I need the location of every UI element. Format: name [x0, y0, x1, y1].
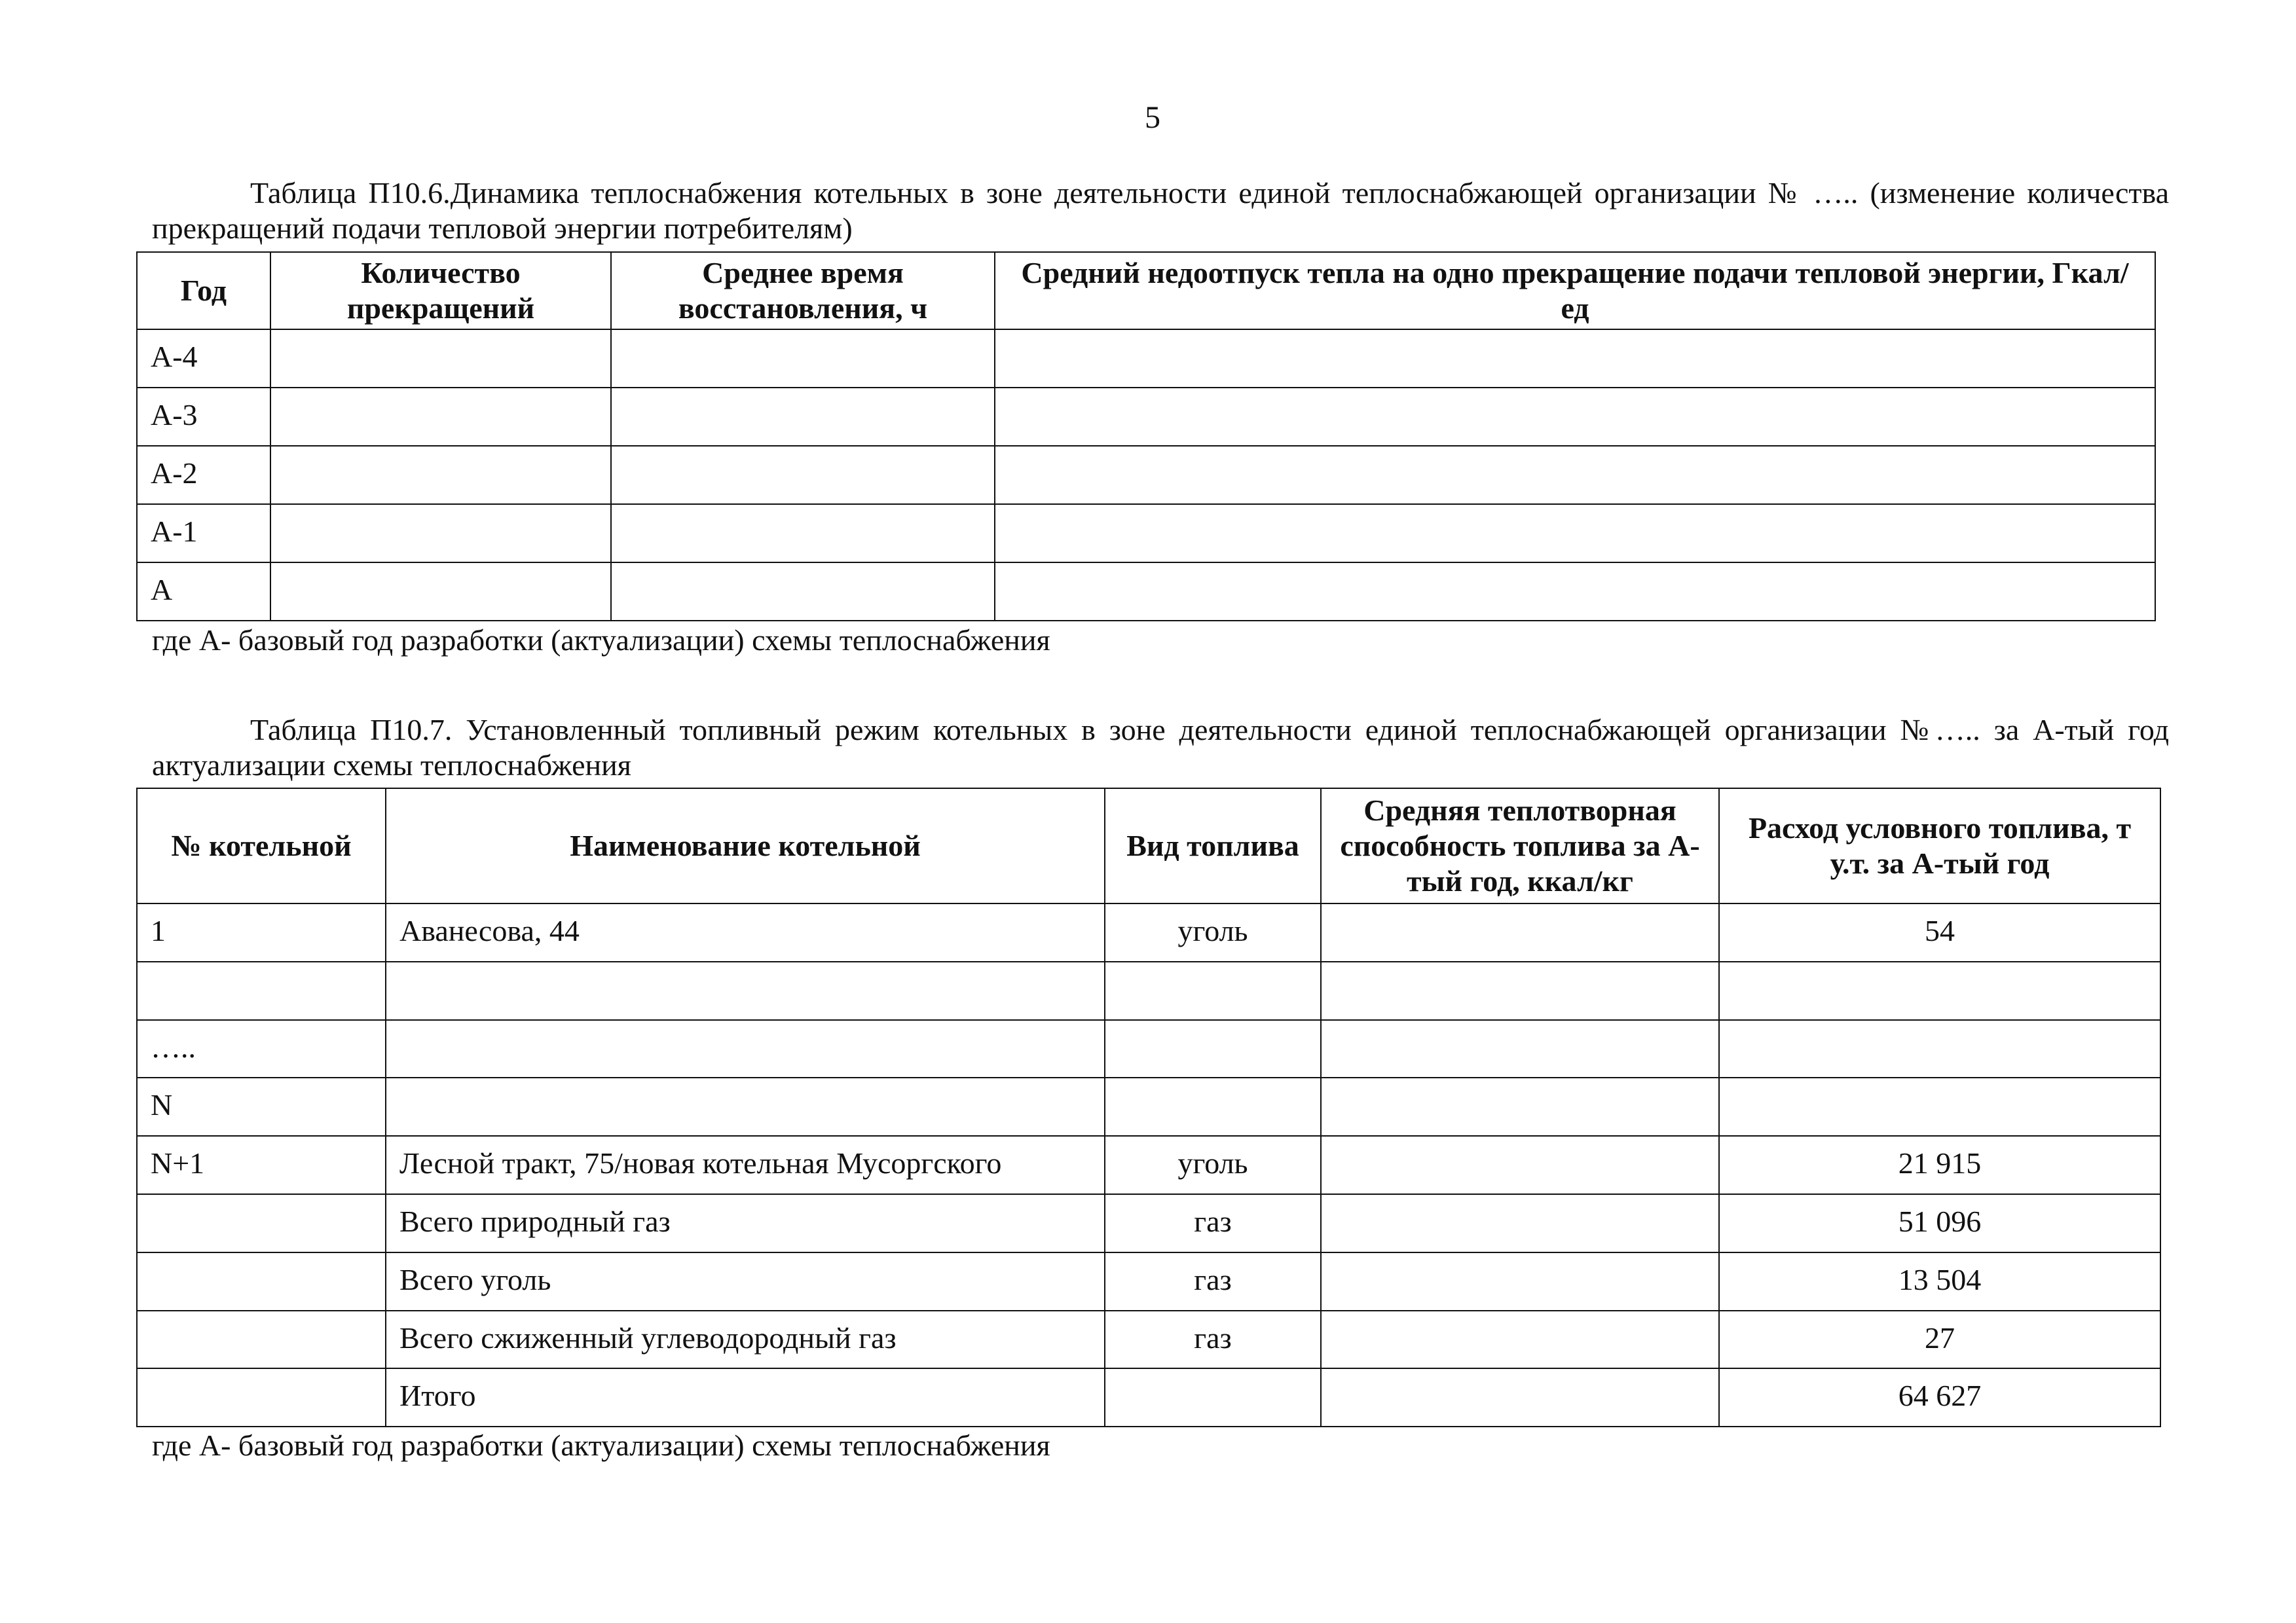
table-cell	[1321, 1078, 1719, 1136]
table-cell	[1719, 962, 2160, 1020]
table-row	[137, 1078, 2160, 1136]
table-cell: Аванесова, 44	[386, 903, 1105, 962]
table-row	[137, 903, 2160, 962]
table-cell: уголь	[1105, 1136, 1321, 1194]
table-row	[137, 329, 2155, 388]
table-cell: уголь	[1105, 903, 1321, 962]
table-cell	[386, 1078, 1105, 1136]
table-row	[137, 1020, 2160, 1078]
table-cell	[1321, 1368, 1719, 1427]
table-cell	[995, 329, 2155, 388]
table-cell	[995, 388, 2155, 446]
table2-header-boiler-number: № котельной	[137, 788, 386, 903]
table-cell	[1321, 1194, 1719, 1252]
table2-header-fuel-type: Вид топлива	[1105, 788, 1321, 903]
table-cell: 54	[1719, 903, 2160, 962]
table-cell	[1321, 962, 1719, 1020]
table-cell: N+1	[137, 1136, 386, 1194]
table-cell	[1321, 1252, 1719, 1311]
table-cell	[1321, 1020, 1719, 1078]
table-cell	[1105, 1368, 1321, 1427]
table-row	[137, 1136, 2160, 1194]
table-cell	[1105, 1020, 1321, 1078]
table1-header-year: Год	[137, 252, 270, 329]
table-cell: 13 504	[1719, 1252, 2160, 1311]
table-cell: газ	[1105, 1194, 1321, 1252]
table-row	[137, 1368, 2160, 1427]
table-cell: N	[137, 1078, 386, 1136]
table1-caption: Таблица П10.6.Динамика теплоснабжения котельных в зоне деятельности единой теплоснабжающей организации № ….. (изменение количества прекращений подачи тепловой энергии потребителям)	[152, 176, 2169, 245]
table-cell: Лесной тракт, 75/новая котельная Мусоргского	[386, 1136, 1105, 1194]
table2-caption: Таблица П10.7. Установленный топливный режим котельных в зоне деятельности единой теплоснабжающей организации №….. за А-тый год актуализации схемы теплоснабжения	[152, 713, 2169, 782]
table-cell: газ	[1105, 1252, 1321, 1311]
table-cell: 21 915	[1719, 1136, 2160, 1194]
table2-note: где А- базовый год разработки (актуализации) схемы теплоснабжения	[152, 1429, 1050, 1462]
table1-heat-supply-dynamics	[136, 251, 2156, 621]
table-cell: газ	[1105, 1311, 1321, 1369]
table-cell: …..	[137, 1020, 386, 1078]
table-row	[137, 388, 2155, 446]
table-cell: А-4	[137, 329, 270, 388]
table-cell	[995, 504, 2155, 562]
table-cell	[995, 446, 2155, 504]
page-number: 5	[1145, 100, 1160, 135]
table-cell	[270, 562, 611, 621]
table-cell: А-1	[137, 504, 270, 562]
table-cell: Всего природный газ	[386, 1194, 1105, 1252]
table-cell	[137, 1311, 386, 1369]
table-cell	[1105, 1078, 1321, 1136]
table-row	[137, 1252, 2160, 1311]
table-cell: А-3	[137, 388, 270, 446]
table-cell: Итого	[386, 1368, 1105, 1427]
table-cell	[137, 1252, 386, 1311]
table-row	[137, 562, 2155, 621]
table-cell	[611, 562, 995, 621]
table-cell	[611, 504, 995, 562]
table-cell	[270, 504, 611, 562]
table2-header-boiler-name: Наименование котельной	[386, 788, 1105, 903]
table-cell	[137, 962, 386, 1020]
table-cell: А-2	[137, 446, 270, 504]
table2-header-row	[137, 788, 2160, 903]
table-cell	[995, 562, 2155, 621]
table-cell	[137, 1194, 386, 1252]
table-cell: Всего сжиженный углеводородный газ	[386, 1311, 1105, 1369]
table-cell	[1321, 1136, 1719, 1194]
table-cell: 51 096	[1719, 1194, 2160, 1252]
table2-fuel-regime	[136, 788, 2161, 1427]
table-cell	[611, 388, 995, 446]
table-row	[137, 504, 2155, 562]
table-cell	[611, 329, 995, 388]
table-cell	[386, 1020, 1105, 1078]
table-cell: Всего уголь	[386, 1252, 1105, 1311]
table-cell	[611, 446, 995, 504]
table1-header-recovery-time: Среднее время восстановления, ч	[611, 252, 995, 329]
table2-header-fuel-consumption: Расход условного топлива, т у.т. за А-тый год	[1719, 788, 2160, 903]
table-cell	[1321, 1311, 1719, 1369]
table2-header-calorific-value: Средняя теплотворная способность топлива за А-тый год, ккал/кг	[1321, 788, 1719, 903]
table-row	[137, 446, 2155, 504]
table-cell	[1719, 1020, 2160, 1078]
table-cell: 27	[1719, 1311, 2160, 1369]
table-cell: 1	[137, 903, 386, 962]
table-cell	[1105, 962, 1321, 1020]
table1-header-row	[137, 252, 2155, 329]
table-row	[137, 962, 2160, 1020]
table-cell	[270, 329, 611, 388]
table-cell	[137, 1368, 386, 1427]
table-cell: 64 627	[1719, 1368, 2160, 1427]
table-cell	[1719, 1078, 2160, 1136]
table1-header-undersupply: Средний недоотпуск тепла на одно прекращение подачи тепловой энергии, Гкал/ед	[995, 252, 2155, 329]
table-row	[137, 1311, 2160, 1369]
table-cell	[1321, 903, 1719, 962]
table1-note: где А- базовый год разработки (актуализации) схемы теплоснабжения	[152, 623, 1050, 657]
table1-header-interruptions: Количество прекращений	[270, 252, 611, 329]
table-cell: А	[137, 562, 270, 621]
table-cell	[270, 446, 611, 504]
table-cell	[386, 962, 1105, 1020]
table-row	[137, 1194, 2160, 1252]
table-cell	[270, 388, 611, 446]
